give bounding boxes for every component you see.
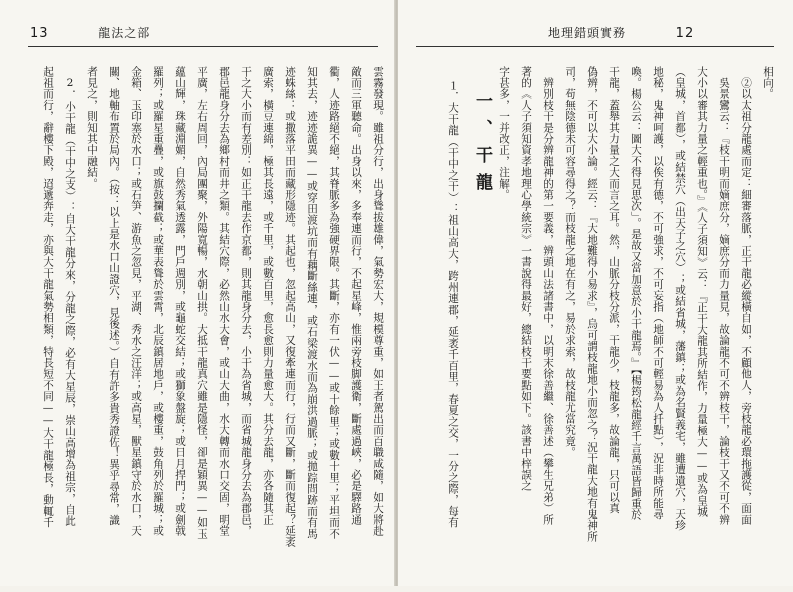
- right-text-column: 大小以審其力量之輕重也。』《人子須知》云：『正干大龍其所結作，力量極大——或為皇城: [696, 66, 708, 518]
- section-heading: 一、干龍: [472, 92, 492, 200]
- right-page: [398, 0, 793, 586]
- left-running-title: 龍法之部: [98, 26, 151, 40]
- right-text-body: [418, 66, 774, 566]
- right-running-title: 地理錯頭實務: [548, 26, 627, 40]
- left-text-column: 干之大小而有差別：如正干龍去作京都，則其龍身分去，小干為省城，而省城龍身分去為郡邑，: [240, 66, 252, 537]
- right-page-number: 12: [675, 26, 695, 41]
- left-text-column: 羅列；或羅星重疊，或旗鼓攔截；或華表聳於雲霄，北辰鎮居地戶，或樓重，鼓角列於羅城；或: [152, 66, 164, 537]
- right-text-column: 干龍，蓋舉其力量之大而言之耳。然，山脈分枝分派，干龍少，枝龍多，故論龍，只可以真: [608, 66, 620, 514]
- left-text-column: 雲霧發現。雖祖分行，出身聳拔雄偉，氣勢宏大，規模尊重，如王者駕出而百職咸隨，如大將赴: [372, 66, 384, 537]
- right-text-column: 地秘，鬼神呵護，以俟有德，不可強求，不可妄指（地師不可輕易為人扦點），況非時所能尋: [652, 66, 664, 520]
- right-text-column: １．大干龍（干中之干）：祖山高大，跨州連郡，延袤千百里，春夏之交，一分之際，每有: [447, 80, 459, 528]
- right-header: [548, 24, 694, 41]
- right-text-column: 著的《人子須知資孝地理心學統宗》一書說得最好，總結枝干要點如下。該書中梓誤之: [520, 66, 532, 492]
- left-text-column: 者見之，則知其中融結。: [86, 66, 98, 190]
- left-text-column: 關、地軸布置於局內。（按：以上是水口山證穴，見後述。）自有許多貴秀證佐！異乎尋常，識: [108, 66, 120, 526]
- left-page-number: 13: [30, 26, 49, 41]
- right-text-column: 喚。楊公云：圖大不得見思次」。是故又當加意於小干龍焉。』【楊筠松龍經千言萬語皆歸重於: [630, 66, 642, 521]
- left-page: [0, 0, 395, 586]
- left-text-column: 郡邑龍身分去為鄉村而井之類。其結穴際，必然山水大會，或山大曲，水大轉而水口交固，明堂: [218, 66, 230, 537]
- left-text-column: 敵而三軍聽命。出身以來，多奉連而行，不起星峰，惟兩旁枝脚護衛，斷處過峽，必是驛路通: [350, 66, 362, 526]
- left-text-column: 衢，人迹路絕不絕，其脊脈多為強硬界限。其斷，亦有一伏——或十餘里；或數十里；平坦而不: [328, 66, 340, 540]
- right-text-column: 辨別枝干是分辨龍神的第一要義，辨頭山法諸書中，以明末徐善繼、徐善述（攀生兄弟）所: [542, 66, 554, 526]
- left-text-column: 金箱、玉印塞於水口；或石笋、游魚之忽見，平湖、秀水之汪洋；或高星，獸星鎮守於水口，天: [130, 66, 142, 537]
- left-text-column: 起祖而行，辭樓下殿，迢遞奔走，亦與大干龍氣勢相類，特長短不同——大干龍極長，動輒千: [42, 66, 54, 528]
- left-text-column: 廣索，橫豆連綿，極其長遠，或千里，或數百里，愈長愈則力量愈大。其分去龍，亦各隨其正: [262, 66, 274, 526]
- left-text-column: 迹蛛絲：或撒落平田而藏形隱迹。其起也，忽起高山，又復牽連而行，行而又斷，斷而復起？延袤: [284, 66, 296, 548]
- right-text-column: 相向。: [762, 66, 774, 100]
- right-header-rule: [416, 46, 774, 47]
- right-text-column: 偽辨，不可以大小論。經云：『大地難得小易求』，烏可謂枝龍地小而忽之？況干龍大地有鬼神所: [586, 66, 598, 543]
- right-text-column: （皇城，首都），或結禁穴（出天子之穴）；或結省城，藩鎮；或為名賢義宅，雖遭遺穴，天珍: [674, 66, 686, 532]
- left-text-column: 蘊山輝，珠藏淵媚，自然秀氣透露，門戶週別，或龜蛇交結；或獅象盤旋；或日月捍門；或劍戟: [174, 66, 186, 537]
- right-text-column: 司，苟無陰德未可容尋得之？而枝龍之地在有之，易於求索，故枝龍尤當究竟。: [564, 66, 576, 458]
- left-header: [30, 24, 150, 41]
- left-header-rule: [28, 46, 378, 47]
- left-text-column: 知其去，迹迹詭異——或穿田渡坑而有藕斷絲連，或石梁渡水而為崩洪過脈；或拋踪問跡而有馬: [306, 66, 318, 540]
- left-text-body: [32, 66, 384, 566]
- right-text-column: ②以太祖分龍處而定：細審落脈，正干龍必縱橫自如，不顧他人，旁枝龍必環拖護從，面面: [740, 66, 752, 526]
- left-text-column: 平廣，左右周回，內局團聚，外陽寬暢，水朝山拱。大抵干龍真穴雖是隱怪，卻是穎異——如玉: [196, 66, 208, 540]
- right-text-column: 吳景鸞云：『枝干明而嫡庶分，嫡庶分而力量見，故論龍不可不辨枝干，論枝干又不可不辨: [718, 66, 730, 526]
- left-text-column: 2．小干龍（干中之支）：自大干龍分來，分龍之際，必有大星辰，崇山高增為祖宗，自此: [64, 66, 76, 527]
- right-text-column: 字甚多，一并改正，注解。: [498, 66, 510, 201]
